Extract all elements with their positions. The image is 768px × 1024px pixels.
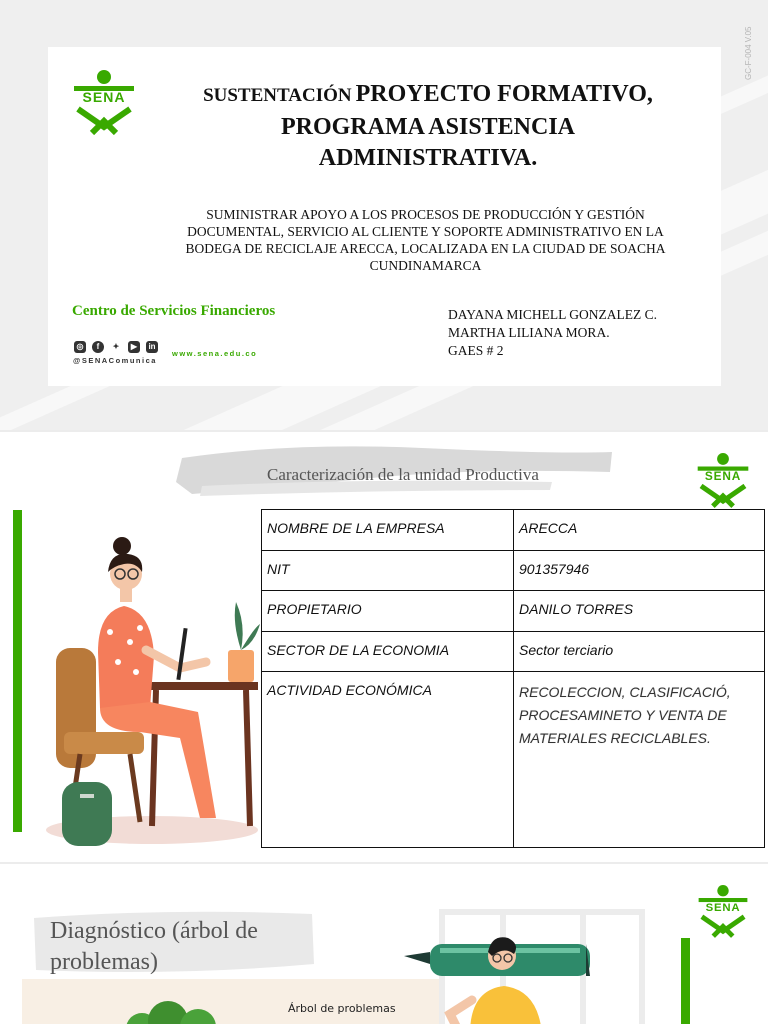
description-line: CUNDINAMARCA bbox=[369, 258, 482, 273]
row-value: DANILO TORRES bbox=[514, 591, 765, 632]
table-row bbox=[262, 631, 765, 672]
table-row bbox=[262, 672, 765, 848]
table-row bbox=[262, 591, 765, 632]
productive-unit-slide bbox=[0, 432, 768, 862]
sena-logo-text: SENA bbox=[82, 89, 126, 105]
slide-title: Caracterización de la unidad Productiva bbox=[267, 465, 539, 484]
row-label: NOMBRE DE LA EMPRESA bbox=[262, 510, 514, 551]
man-with-marker-illustration bbox=[400, 904, 650, 1024]
sena-logo-text: SENA bbox=[705, 902, 741, 914]
document-code: GC-F-004 V.05 bbox=[744, 26, 753, 80]
title-line-3: ADMINISTRATIVA. bbox=[318, 145, 538, 171]
row-label: SECTOR DE LA ECONOMIA bbox=[262, 631, 514, 672]
title-line: problemas) bbox=[50, 949, 158, 975]
sena-logo bbox=[696, 452, 750, 508]
author-name: DAYANA MICHELL GONZALEZ C. bbox=[448, 307, 657, 322]
center-name: Centro de Servicios Financieros bbox=[72, 303, 276, 319]
accent-bar bbox=[681, 938, 690, 1024]
website-link[interactable]: www.sena.edu.co bbox=[172, 349, 258, 358]
sena-logo bbox=[697, 884, 749, 938]
row-label: NIT bbox=[262, 550, 514, 591]
activity-line: MATERIALES RECICLABLES. bbox=[519, 730, 711, 746]
title-line-2: PROGRAMA ASISTENCIA bbox=[280, 114, 576, 140]
social-icons bbox=[74, 341, 158, 353]
row-value: ARECCA bbox=[514, 510, 765, 551]
project-description bbox=[153, 206, 698, 274]
accent-bar bbox=[13, 510, 22, 832]
authors-block bbox=[448, 306, 657, 360]
table-row bbox=[262, 550, 765, 591]
diagnosis-slide bbox=[0, 864, 768, 1024]
twitter-icon[interactable]: ✦ bbox=[112, 342, 120, 351]
sena-logo-text: SENA bbox=[704, 469, 742, 483]
linkedin-icon[interactable]: in bbox=[146, 341, 158, 353]
youtube-icon[interactable]: ▶ bbox=[128, 341, 140, 353]
tree-canopy-icon bbox=[122, 979, 242, 1024]
description-line: SUMINISTRAR APOYO A LOS PROCESOS DE PRODUCCIÓN Y GESTIÓN bbox=[206, 207, 645, 222]
row-label: PROPIETARIO bbox=[262, 591, 514, 632]
woman-at-desk-illustration bbox=[40, 532, 265, 852]
row-label: ACTIVIDAD ECONÓMICA bbox=[262, 672, 514, 848]
group-label: GAES # 2 bbox=[448, 343, 504, 358]
problem-tree-label: Árbol de problemas bbox=[288, 1002, 396, 1015]
description-line: BODEGA DE RECICLAJE ARECCA, LOCALIZADA EN LA CIUDAD DE SOACHA bbox=[185, 241, 666, 256]
row-value: 901357946 bbox=[514, 550, 765, 591]
instagram-icon[interactable]: ◎ bbox=[74, 341, 86, 353]
title-part-1: SUSTENTACIÓN bbox=[203, 85, 352, 106]
sena-logo bbox=[72, 69, 136, 135]
author-name: MARTHA LILIANA MORA. bbox=[448, 325, 610, 340]
title-part-2: PROYECTO FORMATIVO, bbox=[355, 81, 653, 107]
description-line: DOCUMENTAL, SERVICIO AL CLIENTE Y SOPORTE ADMINISTRATIVO EN LA bbox=[187, 224, 664, 239]
row-value bbox=[514, 672, 765, 848]
facebook-icon[interactable]: f bbox=[92, 341, 104, 353]
slide-title bbox=[50, 916, 310, 978]
title-card bbox=[48, 47, 721, 386]
title-slide bbox=[0, 0, 768, 430]
social-handle: @SENAComunica bbox=[73, 356, 157, 365]
row-value: Sector terciario bbox=[514, 631, 765, 672]
table-row bbox=[262, 510, 765, 551]
presentation-title bbox=[168, 79, 688, 174]
company-info-table bbox=[261, 509, 765, 848]
activity-line: PROCESAMINETO Y VENTA DE bbox=[519, 707, 727, 723]
title-line: Diagnóstico (árbol de bbox=[50, 918, 258, 944]
activity-line: RECOLECCION, CLASIFICACIÓ, bbox=[519, 684, 731, 700]
